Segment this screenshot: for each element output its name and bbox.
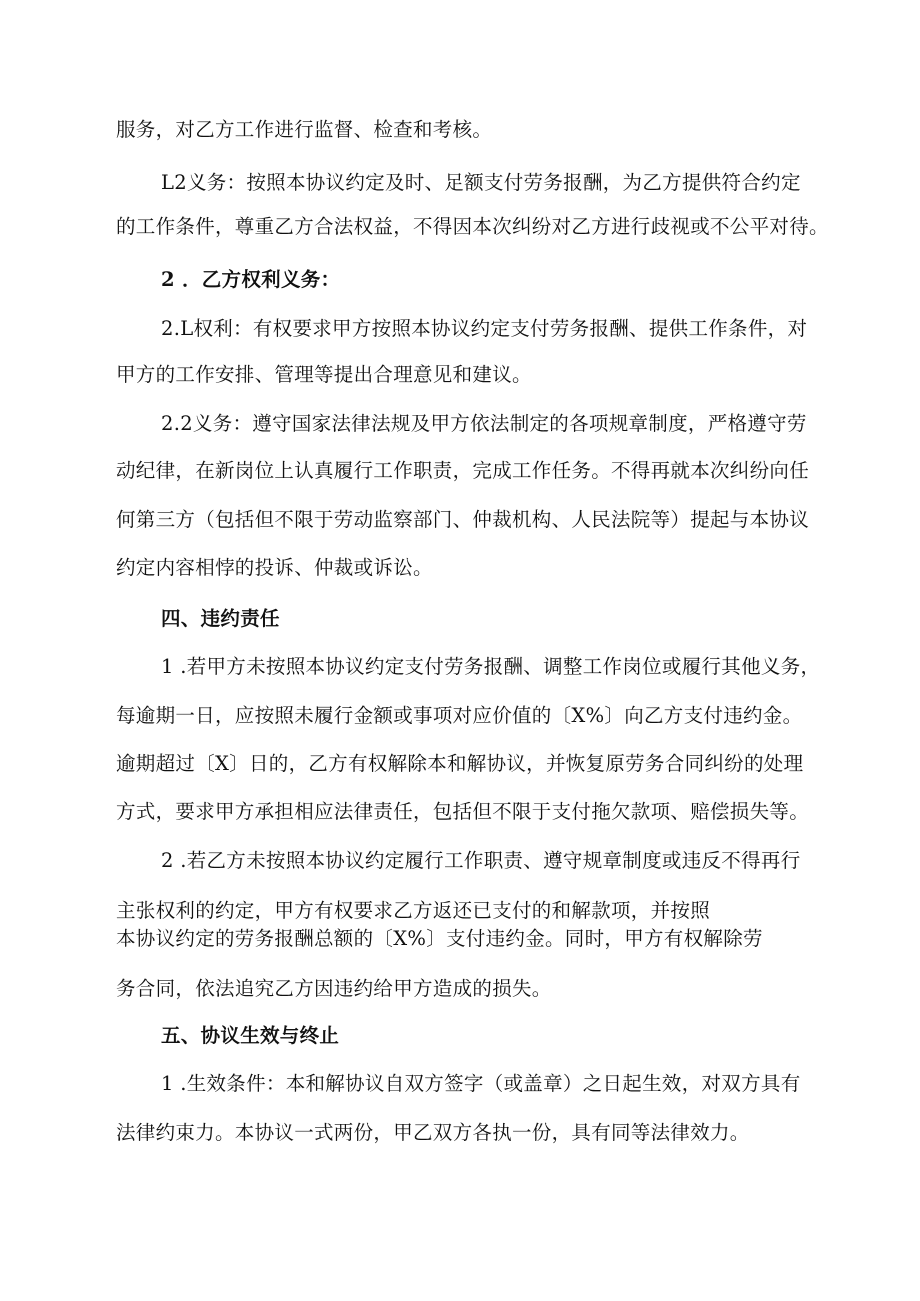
section-heading: 四、违约责任 <box>161 607 280 630</box>
paragraph-line: 法律约束力。本协议一式两份，甲乙双方各执一份，具有同等法律效力。 <box>116 1121 750 1144</box>
paragraph-line: 约定内容相悖的投诉、仲裁或诉讼。 <box>116 556 433 579</box>
paragraph-line: 动纪律，在新岗位上认真履行工作职责，完成工作任务。不得再就本次纠纷向任 <box>116 459 810 482</box>
paragraph-line: 本协议约定的劳务报酬总额的〔X%〕支付违约金。同时，甲方有权解除劳 <box>116 927 763 950</box>
section-heading: 五、协议生效与终止 <box>161 1024 340 1047</box>
paragraph-line: 何第三方（包括但不限于劳动监察部门、仲裁机构、人民法院等）提起与本协议 <box>116 508 810 531</box>
paragraph-line: 服务，对乙方工作进行监督、检查和考核。 <box>116 118 493 141</box>
paragraph-line: 主张权利的约定，甲方有权要求乙方返还已支付的和解款项，并按照 <box>116 899 711 922</box>
paragraph-line: 务合同，依法追究乙方因违约给甲方造成的损失。 <box>116 977 552 1000</box>
paragraph-line: 逾期超过〔X〕日的，乙方有权解除本和解协议，并恢复原劳务合同纠纷的处理 <box>116 752 804 775</box>
paragraph-line: L2义务：按照本协议约定及时、足额支付劳务报酬，为乙方提供符合约定 <box>161 171 801 194</box>
paragraph-line: 2.2义务：遵守国家法律法规及甲方依法制定的各项规章制度，严格遵守劳 <box>161 412 807 435</box>
paragraph-line: 1 .生效条件：本和解协议自双方签字（或盖章）之日起生效，对双方具有 <box>161 1072 801 1095</box>
paragraph-line: 2.L权利：有权要求甲方按照本协议约定支付劳务报酬、提供工作条件，对 <box>161 317 808 340</box>
section-heading: 2 ．乙方权利义务： <box>161 268 341 291</box>
paragraph-line: 每逾期一日，应按照未履行金额或事项对应价值的〔X%〕向乙方支付违约金。 <box>116 704 803 727</box>
paragraph-line: 的工作条件，尊重乙方合法权益，不得因本次纠纷对乙方进行歧视或不公平对待。 <box>116 215 829 238</box>
paragraph-line: 方式，要求甲方承担相应法律责任，包括但不限于支付拖欠款项、赔偿损失等。 <box>116 800 810 823</box>
paragraph-line: 1 .若甲方未按照本协议约定支付劳务报酬、调整工作岗位或履行其他义务， <box>161 655 821 678</box>
paragraph-line: 2 .若乙方未按照本协议约定履行工作职责、遵守规章制度或违反不得再行 <box>161 849 801 872</box>
paragraph-line: 甲方的工作安排、管理等提出合理意见和建议。 <box>116 363 532 386</box>
